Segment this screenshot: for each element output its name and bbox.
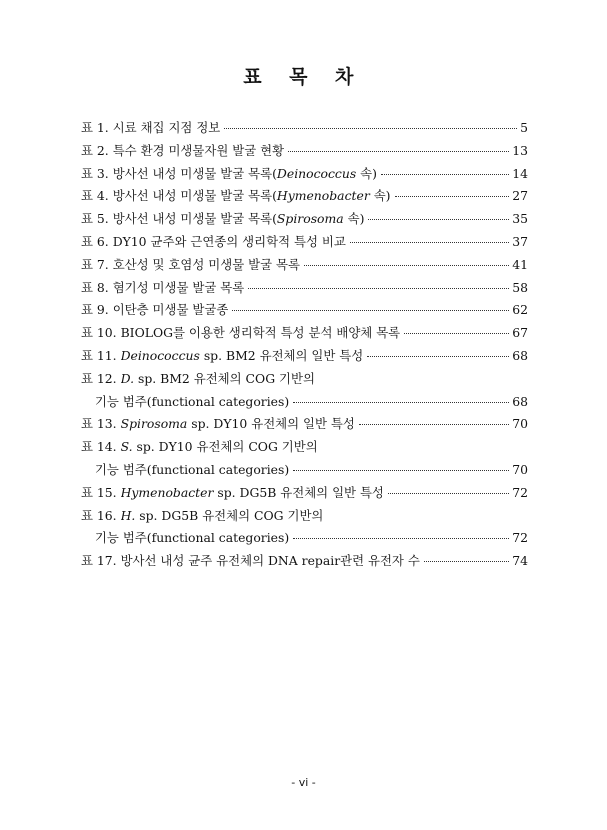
dot-leader [293, 402, 509, 403]
toc-entry-page: 67 [512, 325, 528, 341]
toc-entry-page: 70 [512, 416, 528, 432]
toc-entry-label: 기능 범주(functional categories) [94, 393, 290, 409]
toc-entry[interactable] [81, 163, 528, 186]
page-title: 표 목 차 [243, 66, 364, 88]
toc-entry-page: 62 [512, 302, 528, 318]
toc-entry-label [121, 505, 324, 528]
toc-entry[interactable] [81, 345, 528, 368]
toc-entry-label-text: 속) [369, 188, 391, 204]
toc-entry[interactable] [81, 185, 528, 208]
toc-entry-page: 5 [520, 120, 528, 135]
toc-entry-number: 표 10. [81, 325, 117, 341]
toc-entry-label-text: 속) [356, 165, 377, 181]
toc-entry-label-italic: Deinococcus [276, 165, 357, 181]
toc-entry-label-italic: D. [120, 370, 135, 386]
toc-entry-number: 표 17. [81, 553, 117, 569]
toc-entry-page: 58 [512, 279, 528, 295]
toc-entry-label-text: 방사선 내성 미생물 발굴 목록( [112, 211, 277, 227]
toc-entry-label [121, 345, 364, 368]
toc-entry-continuation[interactable] [81, 391, 528, 414]
toc-entry[interactable] [81, 299, 528, 322]
page-number: - vi - [291, 776, 316, 789]
toc-entry-label: 호산성 및 호염성 미생물 발굴 목록 [112, 256, 300, 272]
dot-leader [288, 151, 509, 152]
dot-leader [248, 288, 509, 289]
toc-entry[interactable] [81, 254, 528, 277]
dot-leader [224, 128, 517, 129]
toc-entry-label: 이탄층 미생물 발굴종 [112, 302, 229, 318]
toc-entry-label-italic: S. [120, 439, 133, 455]
toc-entry-label: 시료 채집 지점 정보 [112, 120, 221, 135]
toc-entry-label-italic: Hymenobacter [120, 484, 214, 500]
toc-entry-label-italic: H. [120, 507, 136, 523]
toc-entry-label-text: 방사선 내성 미생물 발굴 목록( [112, 188, 277, 204]
toc-entry-label-text: sp. DG5B 유전체의 일반 특성 [213, 484, 384, 500]
toc-entry-number: 표 8. [81, 279, 109, 295]
toc-entry[interactable] [81, 208, 528, 231]
toc-entry-number: 표 12. [81, 370, 117, 386]
toc-entry-page: 72 [512, 484, 528, 500]
toc-entry-number: 표 4. [81, 188, 109, 204]
toc-entry-page: 70 [512, 461, 528, 477]
toc-entry-label: 기능 범주(functional categories) [94, 530, 290, 546]
table-of-tables-list [81, 117, 528, 573]
dot-leader [359, 424, 509, 425]
dot-leader [232, 310, 509, 311]
toc-entry[interactable] [81, 231, 528, 254]
toc-entry-continuation[interactable] [81, 527, 528, 550]
toc-entry[interactable] [81, 368, 528, 391]
toc-entry-label [113, 208, 365, 231]
toc-entry-label-text: sp. DG5B 유전체의 COG 기반의 [135, 507, 324, 523]
toc-entry[interactable] [81, 505, 528, 528]
dot-leader [395, 196, 510, 197]
toc-entry-number: 표 3. [81, 165, 109, 181]
toc-entry[interactable] [81, 140, 528, 163]
toc-entry-label: 기능 범주(functional categories) [94, 461, 290, 477]
toc-entry-label [121, 436, 318, 459]
toc-entry-label [121, 482, 384, 505]
toc-entry-number: 표 13. [81, 416, 117, 432]
toc-entry[interactable] [81, 550, 528, 573]
dot-leader [293, 538, 509, 539]
toc-entry-label-text: sp. DY10 유전체의 일반 특성 [187, 416, 355, 432]
toc-entry-label: 특수 환경 미생물자원 발굴 현황 [112, 142, 285, 158]
toc-entry-number: 표 16. [81, 507, 117, 523]
toc-entry[interactable] [81, 413, 528, 436]
toc-entry-label: DY10 균주와 근연종의 생리학적 특성 비교 [112, 233, 346, 249]
toc-entry-number: 표 11. [81, 347, 117, 363]
toc-entry-number: 표 14. [81, 439, 117, 455]
dot-leader [381, 174, 509, 175]
toc-entry-number: 표 7. [81, 256, 109, 272]
toc-entry[interactable] [81, 322, 528, 345]
toc-entry-page: 72 [512, 530, 528, 546]
dot-leader [368, 219, 509, 220]
toc-entry-number: 표 1. [81, 120, 109, 135]
toc-entry-page: 41 [512, 256, 528, 272]
toc-entry[interactable] [81, 436, 528, 459]
toc-entry-label [121, 368, 315, 391]
toc-entry-page: 27 [512, 188, 528, 204]
toc-entry-label [121, 413, 355, 436]
dot-leader [350, 242, 509, 243]
toc-entry-page: 68 [512, 347, 528, 363]
toc-entry-label: BIOLOG를 이용한 생리학적 특성 분석 배양체 목록 [120, 325, 401, 341]
dot-leader [404, 333, 509, 334]
toc-entry-number: 표 6. [81, 233, 109, 249]
toc-entry-label-italic: Hymenobacter [276, 188, 370, 204]
dot-leader [293, 470, 509, 471]
toc-entry-page: 68 [512, 393, 528, 409]
dot-leader [388, 493, 509, 494]
toc-entry-page: 74 [512, 553, 528, 569]
toc-entry-label-text: sp. DY10 유전체의 COG 기반의 [132, 439, 318, 455]
toc-entry-label: 혐기성 미생물 발굴 목록 [112, 279, 245, 295]
toc-entry-page: 37 [512, 233, 528, 249]
toc-entry-label: 방사선 내성 균주 유전체의 DNA repair관련 유전자 수 [120, 553, 420, 569]
toc-entry-label-italic: Spirosoma [276, 211, 344, 227]
toc-entry-label-text: 속) [343, 211, 365, 227]
dot-leader [367, 356, 509, 357]
dot-leader [304, 265, 509, 266]
toc-entry-label-text: sp. BM2 유전체의 일반 특성 [199, 347, 364, 363]
toc-entry-number: 표 15. [81, 484, 117, 500]
toc-entry-label-italic: Spirosoma [120, 416, 188, 432]
toc-entry-page: 13 [512, 142, 528, 158]
toc-entry-number: 표 5. [81, 211, 109, 227]
toc-entry-label [113, 163, 377, 186]
toc-entry-label-text: sp. BM2 유전체의 COG 기반의 [134, 370, 315, 386]
toc-entry[interactable] [81, 277, 528, 300]
toc-entry-label-italic: Deinococcus [120, 347, 200, 363]
toc-entry-number: 표 9. [81, 302, 109, 318]
dot-leader [424, 561, 509, 562]
toc-entry-number: 표 2. [81, 142, 109, 158]
toc-entry-page: 14 [512, 165, 528, 181]
toc-entry[interactable] [81, 482, 528, 505]
toc-entry-continuation[interactable] [81, 459, 528, 482]
toc-entry-page: 35 [512, 211, 528, 227]
toc-entry-label-text: 방사선 내성 미생물 발굴 목록( [112, 165, 277, 181]
toc-entry[interactable] [81, 117, 528, 140]
toc-entry-label [113, 185, 391, 208]
